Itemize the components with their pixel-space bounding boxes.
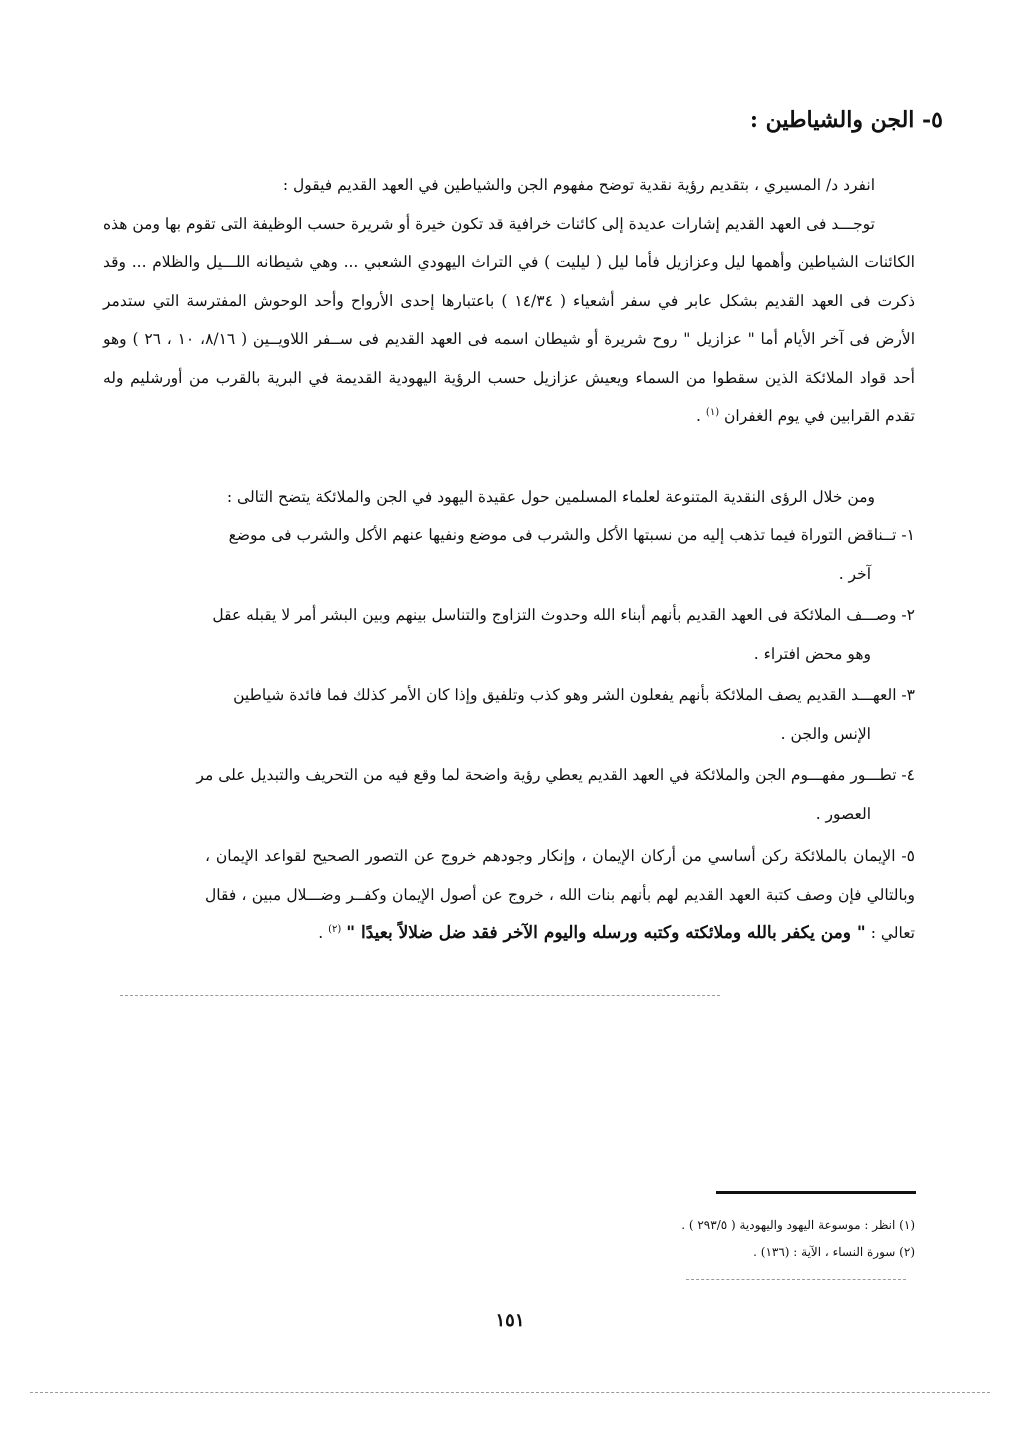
points-list	[103, 516, 915, 836]
list-item-continuation: العصور .	[815, 804, 871, 823]
lead-section	[103, 478, 915, 517]
list-item-continuation: الإنس والجن .	[780, 724, 871, 743]
footnote-rule	[716, 1191, 916, 1194]
dashed-separator	[120, 995, 720, 996]
lead-sentence: ومن خلال الرؤى النقدية المتنوعة لعلماء المسلمين حول عقيدة اليهود في الجن والملائكة يتضح التالى :	[226, 488, 875, 506]
intro-sentence: انفرد د/ المسيري ، بتقديم رؤية نقدية توضح مفهوم الجن والشياطين في العهد القديم فيقول :	[282, 176, 875, 194]
list-item-continuation: آخر .	[838, 564, 871, 583]
intro-section	[103, 166, 915, 436]
bottom-dashed-line	[30, 1392, 990, 1393]
point-five-text: ٥- الإيمان بالملائكة ركن أساسي من أركان الإيمان ، وإنكار وجودهم خروج عن التصور الصحيح لقواعد الإيمان ، وبالتالي فإن وصف كتبة العهد القديم لهم بأنهم بنات الله ، خروج عن أصول الإيمان وكفــر وضـــلال مبين ، فقال تعالي :	[205, 847, 915, 942]
intro-paragraph-text: توجـــد فى العهد القديم إشارات عديدة إلى كائنات خرافية قد تكون خيرة أو شريرة حسب الوظيفة التى تقوم بها ومن هذه الكائنات الشياطين وأهمها ليل وعزازيل فأما ليل ( ليليت ) في التراث اليهودي الشعبي ... وهي شيطانه اللـــيل والظلام ... وقد ذكرت فى العهد القديم بشكل عابر في سفر أشعياء ( ١٤/٣٤ ) باعتبارها إحدى الأرواح وأحد الوحوش المفترسة التي ستدمر الأرض فى آخر الأيام أما " عزازيل " روح شريرة أو شيطان اسمه فى العهد القديم فى ســفر اللاويــين ( ٨/١٦، ١٠ ، ٢٦ ) وهو أحد قواد الملائكة الذين سقطوا من السماء ويعيش عزازيل حسب الرؤية اليهودية القديمة في البرية بالقرب من أورشليم وله تقدم القرابين في يوم الغفران	[103, 214, 916, 425]
list-item	[103, 756, 915, 833]
section-heading: ٥- الجن والشياطين :	[749, 107, 943, 133]
footnote-ref-1: (١)	[705, 406, 720, 418]
list-item-continuation: وهو محض افتراء .	[753, 644, 871, 663]
intro-end-mark: .	[696, 407, 701, 425]
quran-quote: " ومن يكفر بالله وملائكته وكتبه ورسله واليوم الآخر فقد ضل ضلالاً بعيدًا "	[346, 923, 866, 943]
point-five-end-mark: .	[318, 924, 324, 942]
intro-paragraph	[103, 205, 915, 436]
footnote-dashed-line	[686, 1279, 906, 1280]
footnotes	[415, 1212, 915, 1266]
footnote-ref-2: (٢)	[328, 923, 342, 935]
list-item	[103, 516, 915, 593]
point-five-paragraph	[205, 837, 915, 953]
list-item-main: ٣- العهـــد القديم يصف الملائكة بأنهم يفعلون الشر وهو كذب وتلفيق وإذا كان الأمر كذلك فما فائدة شياطين	[233, 686, 915, 704]
list-item	[103, 676, 915, 753]
list-item-main: ١- تــناقض التوراة فيما تذهب إليه من نسبتها الأكل والشرب فى موضع ونفيها عنهم الأكل والشرب فى موضع	[228, 526, 915, 544]
point-five	[205, 837, 915, 953]
list-item-main: ٢- وصـــف الملائكة فى العهد القديم بأنهم أبناء الله وحدوث التزاوج والتناسل بينهم وبين البشر أمر لا يقبله عقل	[212, 606, 915, 624]
footnote-2: (٢) سورة النساء ، الآية : (١٣٦) .	[753, 1245, 915, 1259]
list-item-main: ٤- تطـــور مفهـــوم الجن والملائكة في العهد القديم يعطي رؤية واضحة لما وقع فيه من التحريف والتبديل على مر	[196, 766, 915, 784]
footnote-1: (١) انظر : موسوعة اليهود واليهودية ( ٢٩٣/٥ ) .	[681, 1218, 915, 1232]
page-number: ١٥١	[495, 1310, 525, 1331]
list-item	[103, 596, 915, 673]
